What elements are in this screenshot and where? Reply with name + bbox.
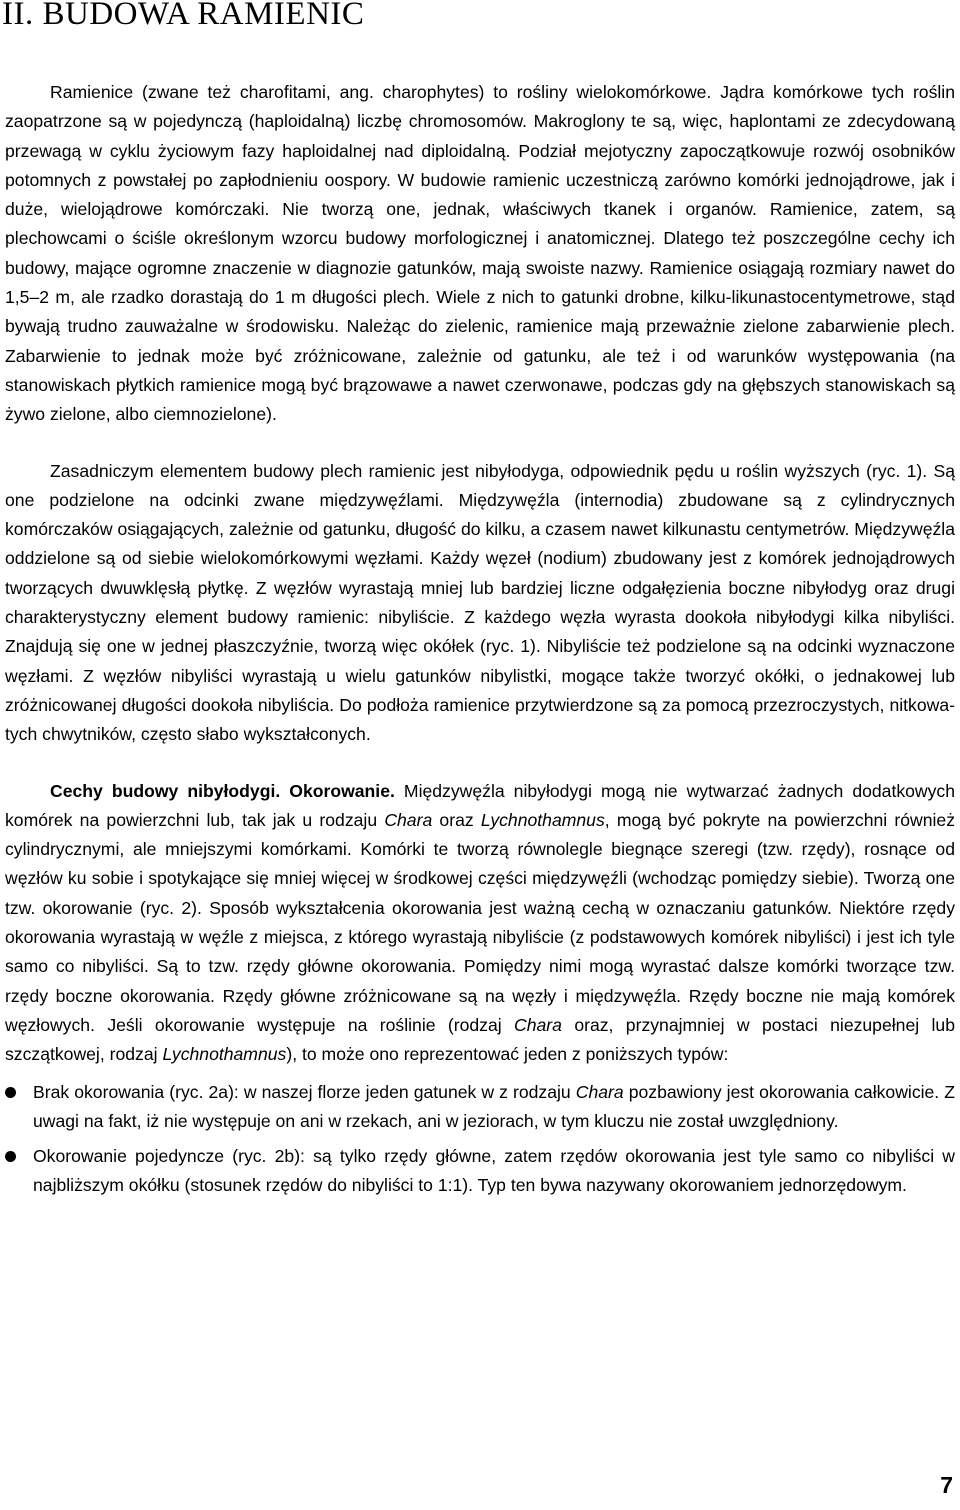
text-run: Brak okorowania (ryc. 2a): w naszej florze jeden gatunek w z rodzaju <box>33 1081 576 1102</box>
genus-name: Chara <box>575 1081 624 1102</box>
genus-name: Lychnothamnus <box>162 1044 287 1065</box>
text-run: pozbawiony jest okorowania całkowicie. Z uwagi na fakt, iż nie występuje on ani w rzekach, ani w jeziorach, w tym kluczu nie został uwzględniony. <box>33 1081 955 1131</box>
text-run: oraz <box>432 809 481 830</box>
text-run: , mogą być pokryte na powierzchni również cylindrycznymi, ale mniejszymi komórkami. Komórki te tworzą równolegle biegnące szeregi (tzw. rzędy), rosnące od węzłów ku sobie i spotykające się mniej więcej w środkowej części międzywęźli (wchodząc pomiędzy siebie). Tworzą one tzw. okorowanie (ryc. 2). Sposób wykształcenia okorowania jest ważną cechą w oznaczaniu gatunków. Niektóre rzędy okorowania wyrastają w węźle z miejsca, z którego wyrastają nibyliście (z podstawowych komórek nibyliści) i jest ich tyle samo co nibyliści. Są to tzw. rzędy główne okorowania. Pomiędzy nimi mogą wyrastać dalsze komórki tworzące tzw. rzędy boczne okorowania. Rzędy główne zróżnicowane są na węzły i międzywęźla. Rzędy boczne nie mają komórek węzłowych. Jeśli okorowanie występuje na roślinie (rodzaj <box>5 809 955 1035</box>
page-number: 7 <box>940 1472 953 1498</box>
paragraph-structure: Zasadniczym elementem budowy plech ramienic jest nibyłodyga, odpowiednik pędu u roślin wyższych (ryc. 1). Są one podzielone na odcinki zwane międzywęźlami. Międzywęźla (internodia) zbudowane są z cylindrycznych komórczaków osiągających, zależnie od gatunku, długość do kilku, a czasem nawet kilkunastu centymetrów. Międzywęźla oddzielone są od siebie wielokomórkowymi węzłami. Każdy węzeł (nodium) zbudowany jest z komórek jednojądrowych tworzących dwuwklęsłą płytkę. Z węzłów wyrastają mniej lub bardziej liczne odgałęzienia boczne nibyłodyg oraz drugi charakterystyczny element budowy ramienic: nibyliście. Z każdego węzła wyrasta dookoła nibyłodygi kilka nibyliści. Znajdują się one w jednej płaszczyźnie, tworzą więc okółek (ryc. 1). Nibyliście też podzielone są na odcinki wyznaczone węzłami. Z węzłów nibyliści wyrastają u wielu gatunków nibylistki, mogące także tworzyć okółki, o jednakowej lub zróżnicowanej długości dookoła nibyliścia. Do podłoża ramienice przytwierdzone są za pomocą przezroczystych, nitkowatych chwytników, często słabo wykształconych. <box>5 460 955 745</box>
bullet-icon <box>5 1087 16 1098</box>
genus-name: Lychnothamnus <box>480 809 605 830</box>
text-run: ), to może ono reprezentować jeden z poniższych typów: <box>286 1044 729 1065</box>
paragraph-cortication <box>5 777 955 1070</box>
genus-name: Chara <box>384 809 433 830</box>
genus-name: Chara <box>514 1014 562 1035</box>
text-run: Międzywęźla nibyłodygi mogą nie wytwarzać żadnych dodatkowych komórek na powierzchni lub, tak jak u rodzaju <box>5 780 956 830</box>
text-run: Okorowanie pojedyncze (ryc. 2b): są tylko rzędy główne, zatem rzędów okorowania jest tyle samo co nibyliści w najbliższym okółku (stosunek rzędów do nibyliści to 1:1). Typ ten bywa nazywany okorowaniem jednorzędowym. <box>33 1146 955 1196</box>
paragraph-lead-heading: Cechy budowy nibyłodygi. Okorowanie. <box>50 780 395 801</box>
bullet-icon <box>5 1151 16 1162</box>
text-run: oraz, przynajmniej w postaci niezupełnej lub szczątkowej, rodzaj <box>5 1014 955 1065</box>
cortication-types-list <box>5 1078 955 1201</box>
section-heading: II. BUDOWA RAMIENIC <box>2 0 365 32</box>
list-item <box>5 1142 955 1201</box>
paragraph-intro: Ramienice (zwane też charofitami, ang. charophytes) to rośliny wielokomórkowe. Jądra komórkowe tych roślin zaopatrzone są w pojedynczą (haploidalną) liczbę chromosomów. Makroglony te są, więc, haplontami ze zdecydowaną przewagą w cyklu życiowym fazy haploidalnej nad diploidalną. Podział mejotyczny zapoczątkowuje rozwój osobników potomnych z powstałej po zapłodnieniu oospory. W budowie ramienic uczestniczą zarówno komórki jednojądrowe, jak i duże, wielojądrowe komórczaki. Nie tworzą one, jednak, właściwych tkanek i organów. Ramienice, zatem, są plechowcami o ściśle określonym wzorcu budowy morfologicznej i anatomicznej. Dlatego też poszczególne cechy ich budowy, mające ogromne znaczenie w diagnozie gatunków, mają swoiste nazwy. Ramienice osiągają rozmiary nawet do 1,5–2 m, ale rzadko dorastają do 1 m długości plech. Wiele z nich to gatunki drobne, kilku-likunastocentymetrowe, stąd bywają trudno zauważalne w środowisku. Należąc do zielenic, ramienice mają przeważnie zielone zabarwienie plech. Zabarwienie to jednak może być zróżnicowane, zależnie od gatunku, ale też i od warunków występowania (na stanowiskach płytkich ramienice mogą być brązowawe a nawet czerwonawe, podczas gdy na głębszych stanowiskach są żywo zielone, albo ciemnozielone). <box>5 82 955 425</box>
body-text <box>5 78 955 1207</box>
list-item <box>5 1078 955 1137</box>
